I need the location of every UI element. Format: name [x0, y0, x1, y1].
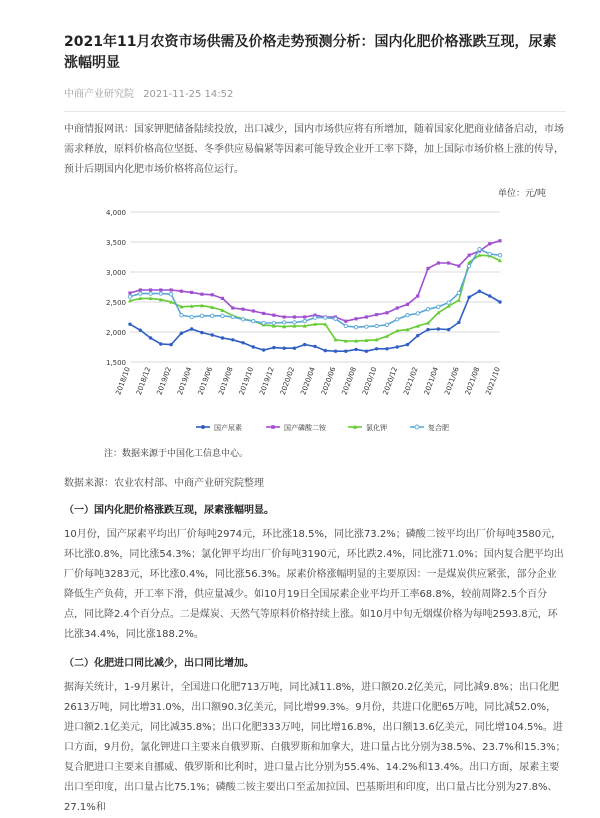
series-point — [149, 292, 152, 295]
series-point — [252, 320, 255, 323]
series-point — [313, 316, 316, 319]
x-tick-label: 2019/02 — [155, 365, 173, 397]
y-tick-label: 3,500 — [105, 239, 126, 247]
series-point — [396, 306, 399, 309]
series-point — [406, 303, 409, 306]
series-point — [252, 309, 255, 312]
series-point — [416, 334, 419, 337]
y-tick-label: 2,000 — [105, 329, 126, 337]
series-point — [498, 254, 501, 257]
series-point — [159, 342, 162, 345]
series-point — [283, 315, 286, 318]
lead-paragraph: 中商情报网讯：国家钾肥储备陆续投放，出口减少，国内市场供应将有所增加，随着国家化肥商业储备启动，市场需求释放，原料价格高位坚挺、冬季供应易偏紧等因素可能导致企业开工率下降，加上国际市场价格上涨的传导，预计后期国内化肥市场价格将高位运行。 — [64, 124, 564, 175]
series-point — [241, 341, 244, 344]
series-point — [159, 288, 162, 291]
series-point — [241, 308, 244, 311]
series-point — [128, 291, 131, 294]
series-point — [293, 315, 296, 318]
x-tick-label: 2021/06 — [443, 365, 461, 397]
x-tick-label: 2018/10 — [114, 365, 132, 397]
series-point — [180, 290, 183, 293]
series-point — [488, 242, 491, 245]
series-point — [262, 321, 265, 324]
x-tick-label: 2020/12 — [381, 365, 400, 397]
series-point — [303, 343, 306, 346]
series-point — [139, 288, 142, 291]
series-point — [385, 311, 388, 314]
series-point — [303, 320, 306, 323]
series-point — [468, 254, 471, 257]
series-point — [344, 324, 347, 327]
series-point — [303, 315, 306, 318]
series-point — [169, 293, 172, 296]
series-point — [272, 346, 275, 349]
series-point — [467, 296, 470, 299]
price-chart-svg — [100, 202, 530, 442]
series-point — [149, 336, 152, 339]
legend-marker — [271, 425, 275, 429]
x-tick-label: 2021/04 — [422, 365, 441, 397]
series-point — [437, 327, 440, 330]
x-tick-label: 2020/08 — [340, 365, 358, 397]
section2-body: 据海关统计，1-9月累计，全国进口化肥713万吨，同比减11.8%，进口额20.2亿美元，同比减9.8%；出口化肥2613万吨，同比增31.0%，出口额90.3亿美元，同比增99.3%。9月份，共进口化肥65万吨，同比减52.0%，进口额2.1亿美元，同比减35.8%；出口化肥333万吨，同比增16.8%，出口额13.6亿美元，同比增104.5%。进口方面，9月份，氯化钾进口主要来自俄罗斯、白俄罗斯和加拿大，进口量占比分别为38.5%、23.7%和15.3%；复合肥进口主要来自挪威、俄罗斯和比利时，进口量占比分别为55.4%、14.2%和13.4%。出口方面，尿素主要出口至印度，出口量占比75.1%；磷酸二铵主要出口至孟加拉国、巴基斯坦和印度，出口量占比分别为27.8%、27.1%和 — [64, 682, 566, 813]
series-point — [396, 318, 399, 321]
series-point — [447, 328, 450, 331]
series-point — [447, 301, 450, 304]
x-tick-label: 2020/10 — [361, 365, 379, 397]
article-title: 2021年11月农资市场供需及价格走势预测分析：国内化肥价格涨跌互现，尿素涨幅明显 — [64, 34, 557, 71]
section1-body: 10月份，国产尿素平均出厂价每吨2974元，环比涨18.5%，同比涨73.2%；磷酸二铵平均出厂价每吨3580元，环比涨0.8%，同比涨54.3%；氯化钾平均出厂价每吨3190元，环比跌2.4%，同比涨71.0%；国内复合肥平均出厂价每吨3283元，环比涨0.4%，同比涨56.3%。尿素价格涨幅明显的主要原因：一是煤炭供应紧张，部分企业降低生产负荷，开工率下滑，供应量减少。如10月19日全国尿素企业平均开工率68.8%，较前周降2.5个百分点，同比降2.4个百分点。二是煤炭、天然气等原料价格持续上涨。如10月中旬无烟煤价格为每吨2593.8元，环比涨34.4%，同比涨188.2%。 — [64, 529, 564, 640]
series-point — [231, 306, 234, 309]
series-point — [211, 314, 214, 317]
data-source-line: 数据来源：农业农村部、中商产业研究院整理 — [64, 478, 264, 489]
chart-footnote: 注：数据来源于中国化工信息中心。 — [104, 449, 249, 459]
price-chart — [100, 202, 530, 442]
series-point — [139, 329, 142, 332]
section2-heading: （二）化肥进口同比减少，出口同比增加。 — [64, 658, 254, 669]
series-point — [200, 314, 203, 317]
legend-label: 国产尿素 — [214, 424, 242, 432]
series-line-1 — [130, 291, 500, 351]
series-point — [211, 333, 214, 336]
series-point — [159, 292, 162, 295]
series-point — [334, 317, 337, 320]
series-point — [426, 308, 429, 311]
y-tick-label: 4,000 — [105, 209, 126, 217]
divider — [64, 111, 566, 112]
series-point — [396, 345, 399, 348]
series-point — [190, 291, 193, 294]
series-point — [385, 323, 388, 326]
series-point — [211, 293, 214, 296]
x-tick-label: 2019/06 — [196, 365, 215, 397]
series-point — [262, 348, 265, 351]
series-point — [365, 350, 368, 353]
series-point — [190, 327, 193, 330]
series-point — [406, 314, 409, 317]
series-point — [221, 336, 224, 339]
series-point — [180, 332, 183, 335]
series-point — [231, 338, 234, 341]
series-point — [488, 294, 491, 297]
article-source[interactable]: 中商产业研究院 — [64, 89, 134, 100]
series-point — [416, 294, 419, 297]
series-point — [293, 321, 296, 324]
series-point — [241, 318, 244, 321]
y-tick-label: 1,500 — [105, 359, 126, 367]
series-point — [426, 328, 429, 331]
series-point — [128, 323, 131, 326]
series-point — [416, 312, 419, 315]
legend-marker — [201, 425, 205, 429]
series-point — [272, 321, 275, 324]
article-timestamp: 2021-11-25 14:52 — [143, 89, 234, 100]
legend-label: 复合肥 — [428, 424, 449, 432]
series-point — [478, 290, 481, 293]
series-point — [252, 345, 255, 348]
x-tick-label: 2019/08 — [217, 365, 235, 397]
series-line-3 — [130, 255, 500, 341]
series-point — [437, 305, 440, 308]
series-point — [282, 347, 285, 350]
series-point — [375, 347, 378, 350]
series-point — [334, 350, 337, 353]
series-point — [406, 343, 409, 346]
series-point — [324, 349, 327, 352]
series-point — [221, 297, 224, 300]
x-tick-label: 2020/02 — [278, 365, 297, 397]
series-point — [354, 326, 357, 329]
x-tick-label: 2021/08 — [463, 365, 482, 397]
series-point — [457, 291, 460, 294]
chart-unit-label: 单位：元/吨 — [497, 189, 546, 199]
series-point — [457, 264, 460, 267]
series-point — [200, 293, 203, 296]
series-point — [313, 345, 316, 348]
series-point — [478, 248, 481, 251]
series-point — [375, 313, 378, 316]
x-tick-label: 2020/04 — [299, 365, 317, 397]
series-point — [426, 267, 429, 270]
x-tick-label: 2020/06 — [319, 365, 338, 397]
y-tick-label: 3,000 — [105, 269, 126, 277]
series-point — [354, 348, 357, 351]
series-point — [139, 292, 142, 295]
x-tick-label: 2019/12 — [258, 365, 276, 397]
series-point — [365, 325, 368, 328]
x-tick-label: 2019/04 — [176, 365, 194, 397]
legend-label: 国产磷酸二铵 — [284, 424, 326, 432]
legend-label: 氯化钾 — [366, 424, 387, 432]
series-point — [231, 315, 234, 318]
series-point — [180, 314, 183, 317]
series-point — [262, 312, 265, 315]
series-point — [128, 295, 131, 298]
series-point — [447, 261, 450, 264]
y-tick-label: 2,500 — [105, 299, 126, 307]
series-point — [365, 315, 368, 318]
series-point — [498, 239, 501, 242]
series-point — [221, 314, 224, 317]
series-point — [324, 316, 327, 319]
series-point — [457, 298, 461, 302]
series-point — [272, 314, 275, 317]
x-tick-label: 2021/02 — [402, 365, 420, 397]
x-tick-label: 2018/12 — [134, 365, 153, 397]
x-tick-label: 2021/10 — [484, 365, 502, 397]
series-point — [355, 317, 358, 320]
series-point — [344, 320, 347, 323]
series-point — [190, 315, 193, 318]
legend-marker — [415, 425, 419, 429]
series-point — [344, 350, 347, 353]
series-point — [498, 300, 501, 303]
series-point — [293, 347, 296, 350]
series-point — [457, 321, 460, 324]
series-point — [375, 324, 378, 327]
series-point — [149, 288, 152, 291]
article-meta — [64, 88, 566, 102]
series-point — [437, 261, 440, 264]
series-point — [169, 343, 172, 346]
series-point — [467, 264, 470, 267]
series-point — [282, 321, 285, 324]
series-point — [488, 252, 491, 255]
series-point — [170, 288, 173, 291]
series-point — [200, 331, 203, 334]
series-point — [385, 347, 388, 350]
x-tick-label: 2019/10 — [237, 365, 256, 397]
section1-heading: （一）国内化肥价格涨跌互现，尿素涨幅明显。 — [64, 505, 274, 516]
